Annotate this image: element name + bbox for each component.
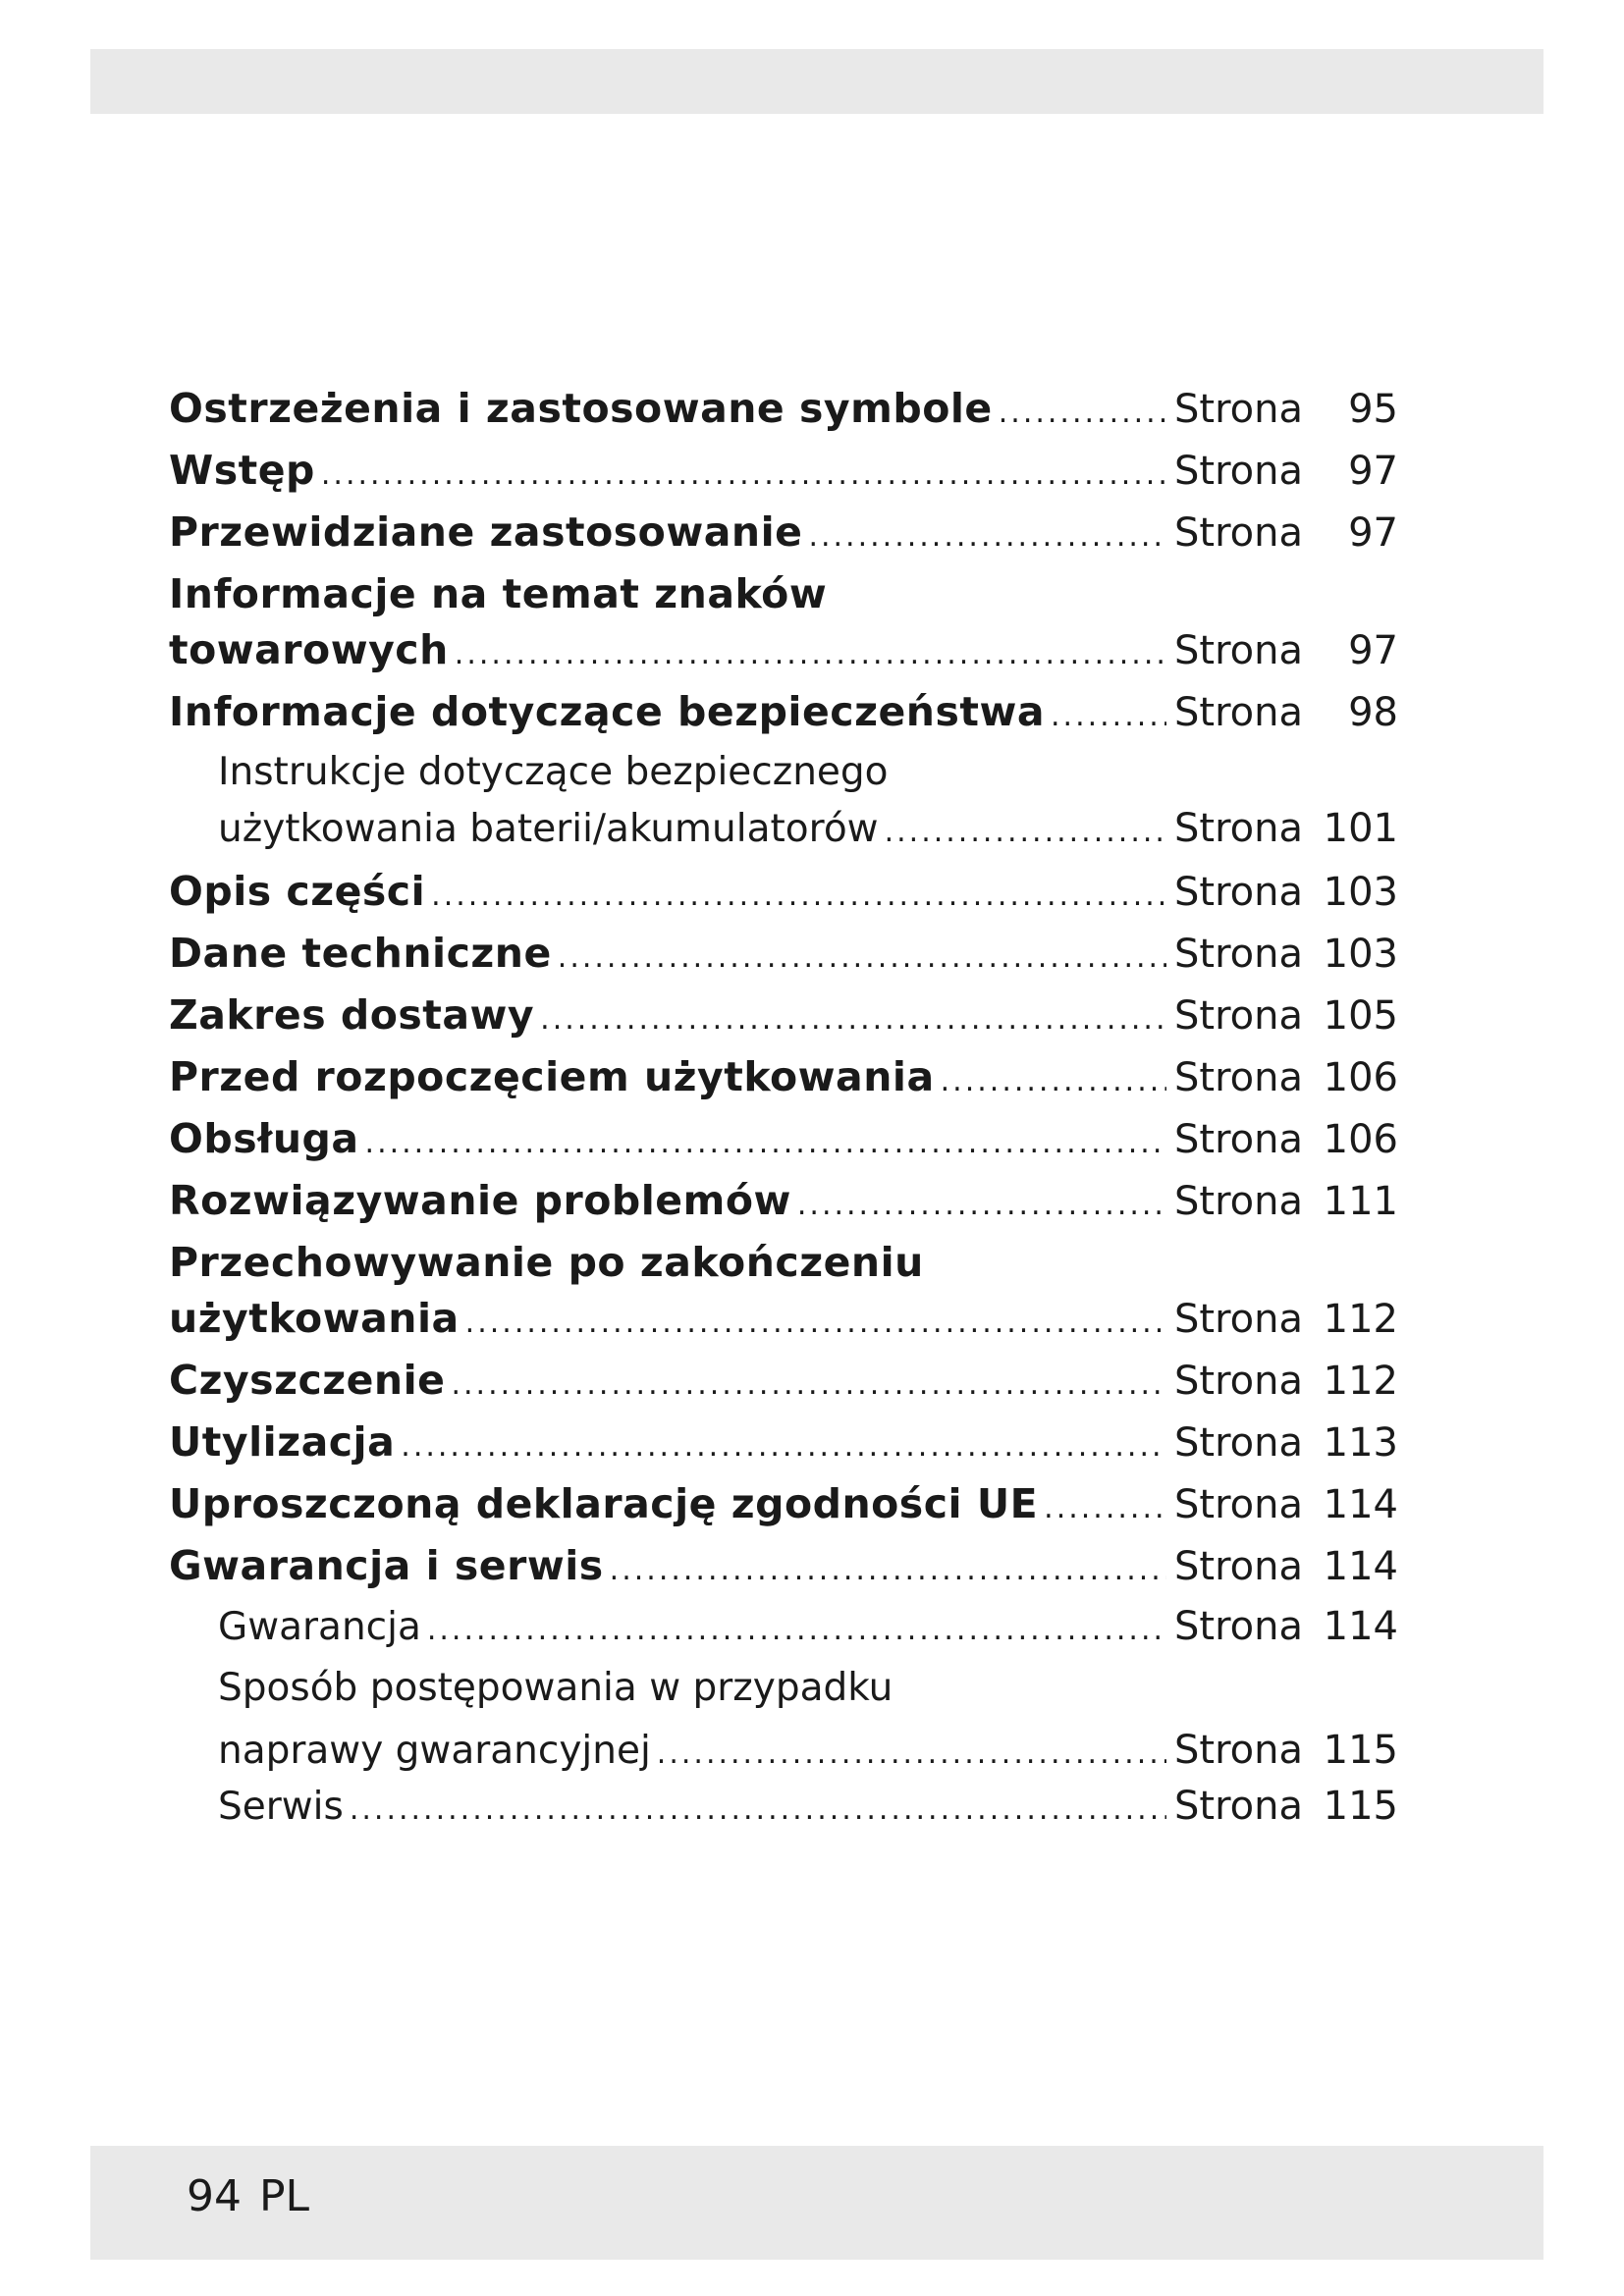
toc-subentry-title: naprawy gwarancyjnej — [218, 1729, 651, 1773]
page-number: 106 — [1323, 1117, 1398, 1162]
page-word: Strona — [1174, 1055, 1303, 1100]
table-of-contents — [169, 385, 1398, 1845]
page-word: Strona — [1174, 1420, 1303, 1466]
toc-entry-page — [1174, 1604, 1398, 1649]
toc-subentry-title: Serwis — [218, 1785, 344, 1829]
toc-entry-page — [1174, 1297, 1398, 1342]
toc-entry[interactable] — [169, 626, 1398, 688]
toc-entry-title: Informacje dotyczące bezpieczeństwa — [169, 688, 1045, 735]
toc-entry-page — [1174, 1784, 1398, 1829]
dot-leader — [808, 519, 1166, 554]
page-word: Strona — [1174, 870, 1303, 915]
toc-subentry[interactable] — [169, 806, 1398, 868]
dot-leader — [558, 940, 1166, 975]
toc-entry[interactable] — [169, 508, 1398, 570]
toc-subentry[interactable] — [169, 1728, 1398, 1784]
page-number: 112 — [1323, 1359, 1398, 1404]
page-number: 101 — [1323, 806, 1398, 851]
page-number: 97 — [1348, 628, 1398, 673]
toc-entry-page — [1174, 1359, 1398, 1404]
toc-entry-title-line1[interactable]: Informacje na temat znaków — [169, 570, 828, 617]
toc-entry-page — [1174, 1055, 1398, 1100]
toc-entry-page — [1174, 870, 1398, 915]
dot-leader — [885, 815, 1166, 849]
toc-entry-page — [1174, 628, 1398, 673]
dot-leader — [941, 1064, 1166, 1098]
page-number: 114 — [1323, 1544, 1398, 1589]
toc-entry-page — [1174, 387, 1398, 432]
toc-entry-page — [1174, 1482, 1398, 1527]
dot-leader — [540, 1002, 1166, 1037]
toc-entry-title: Gwarancja i serwis — [169, 1542, 604, 1589]
page-number: 98 — [1348, 690, 1398, 735]
page-number: 115 — [1323, 1784, 1398, 1829]
page-number: 115 — [1323, 1728, 1398, 1773]
dot-leader — [455, 637, 1166, 671]
page-number: 112 — [1323, 1297, 1398, 1342]
toc-subentry[interactable] — [169, 1604, 1398, 1666]
toc-entry-page — [1174, 993, 1398, 1039]
footer-language: PL — [259, 2171, 310, 2221]
page-number: 114 — [1323, 1604, 1398, 1649]
toc-entry-title: towarowych — [169, 626, 449, 673]
page-number: 111 — [1323, 1179, 1398, 1224]
dot-leader — [1044, 1491, 1166, 1525]
page-word: Strona — [1174, 932, 1303, 977]
header-band — [90, 49, 1543, 114]
toc-entry-page — [1174, 1179, 1398, 1224]
toc-entry[interactable] — [169, 1115, 1398, 1177]
toc-subentry-title: Gwarancja — [218, 1605, 421, 1649]
footer-page-number: 94 — [187, 2171, 242, 2221]
page-word: Strona — [1174, 387, 1303, 432]
page-word: Strona — [1174, 993, 1303, 1039]
page-number: 103 — [1323, 870, 1398, 915]
toc-entry[interactable] — [169, 1177, 1398, 1239]
page-word: Strona — [1174, 806, 1303, 851]
toc-entry-title: Rozwiązywanie problemów — [169, 1177, 791, 1224]
toc-entry[interactable] — [169, 930, 1398, 991]
page-number: 113 — [1323, 1420, 1398, 1466]
toc-entry-title: Przed rozpoczęciem użytkowania — [169, 1053, 935, 1100]
page-word: Strona — [1174, 449, 1303, 494]
toc-entry[interactable] — [169, 1480, 1398, 1542]
page-word: Strona — [1174, 628, 1303, 673]
toc-entry-title: Zakres dostawy — [169, 991, 535, 1039]
toc-entry-page — [1174, 690, 1398, 735]
toc-entry-title: Utylizacja — [169, 1418, 396, 1466]
dot-leader — [350, 1792, 1166, 1827]
page-word: Strona — [1174, 1179, 1303, 1224]
page-word: Strona — [1174, 1482, 1303, 1527]
toc-entry[interactable] — [169, 688, 1398, 750]
toc-entry[interactable] — [169, 868, 1398, 930]
toc-entry[interactable] — [169, 1542, 1398, 1604]
dot-leader — [999, 396, 1166, 430]
page-number: 106 — [1323, 1055, 1398, 1100]
toc-entry[interactable] — [169, 991, 1398, 1053]
toc-entry[interactable] — [169, 1053, 1398, 1115]
toc-entry[interactable] — [169, 1418, 1398, 1480]
toc-entry[interactable] — [169, 1295, 1398, 1357]
page-number: 103 — [1323, 932, 1398, 977]
page-word: Strona — [1174, 1117, 1303, 1162]
page-number: 97 — [1348, 510, 1398, 556]
page-word: Strona — [1174, 1728, 1303, 1773]
toc-entry-page — [1174, 1544, 1398, 1589]
toc-subentry-title-line1[interactable]: Sposób postępowania w przypadku — [218, 1666, 893, 1710]
page-number: 95 — [1348, 387, 1398, 432]
toc-entry-title-line1[interactable]: Przechowywanie po zakończeniu — [169, 1239, 924, 1286]
page-word: Strona — [1174, 510, 1303, 556]
dot-leader — [365, 1126, 1166, 1160]
dot-leader — [1051, 699, 1166, 733]
toc-entry-page — [1174, 806, 1398, 851]
toc-entry-page — [1174, 1420, 1398, 1466]
page-word: Strona — [1174, 1784, 1303, 1829]
page-number: 105 — [1323, 993, 1398, 1039]
toc-entry-title: Czyszczenie — [169, 1357, 446, 1404]
dot-leader — [465, 1306, 1166, 1340]
dot-leader — [610, 1553, 1166, 1587]
dot-leader — [321, 457, 1166, 492]
toc-entry[interactable] — [169, 447, 1398, 508]
toc-entry[interactable] — [169, 385, 1398, 447]
toc-entry-title: Uproszczoną deklarację zgodności UE — [169, 1480, 1039, 1527]
toc-entry-page — [1174, 510, 1398, 556]
toc-entry-page — [1174, 932, 1398, 977]
dot-leader — [797, 1188, 1166, 1222]
page-word: Strona — [1174, 1544, 1303, 1589]
page-word: Strona — [1174, 1604, 1303, 1649]
dot-leader — [657, 1736, 1166, 1771]
toc-entry-page — [1174, 1117, 1398, 1162]
page-word: Strona — [1174, 1359, 1303, 1404]
dot-leader — [431, 879, 1166, 913]
toc-entry-title: Opis części — [169, 868, 426, 915]
toc-subentry[interactable] — [169, 1784, 1398, 1845]
toc-entry-title: Dane techniczne — [169, 930, 552, 977]
page-word: Strona — [1174, 1297, 1303, 1342]
page-number: 114 — [1323, 1482, 1398, 1527]
toc-entry-title: Obsługa — [169, 1115, 359, 1162]
page-number: 97 — [1348, 449, 1398, 494]
toc-entry-page — [1174, 449, 1398, 494]
toc-entry-page — [1174, 1728, 1398, 1773]
toc-entry-title: Wstęp — [169, 447, 315, 494]
footer-label — [187, 2171, 309, 2221]
dot-leader — [401, 1429, 1166, 1464]
toc-entry-title: Przewidziane zastosowanie — [169, 508, 803, 556]
dot-leader — [451, 1367, 1166, 1402]
dot-leader — [427, 1613, 1166, 1647]
toc-subentry-title-line1[interactable]: Instrukcje dotyczące bezpiecznego — [218, 750, 889, 794]
toc-entry-title: użytkowania — [169, 1295, 460, 1342]
page-word: Strona — [1174, 690, 1303, 735]
toc-entry-title: Ostrzeżenia i zastosowane symbole — [169, 385, 993, 432]
toc-entry[interactable] — [169, 1357, 1398, 1418]
toc-subentry-title: użytkowania baterii/akumulatorów — [218, 807, 879, 851]
